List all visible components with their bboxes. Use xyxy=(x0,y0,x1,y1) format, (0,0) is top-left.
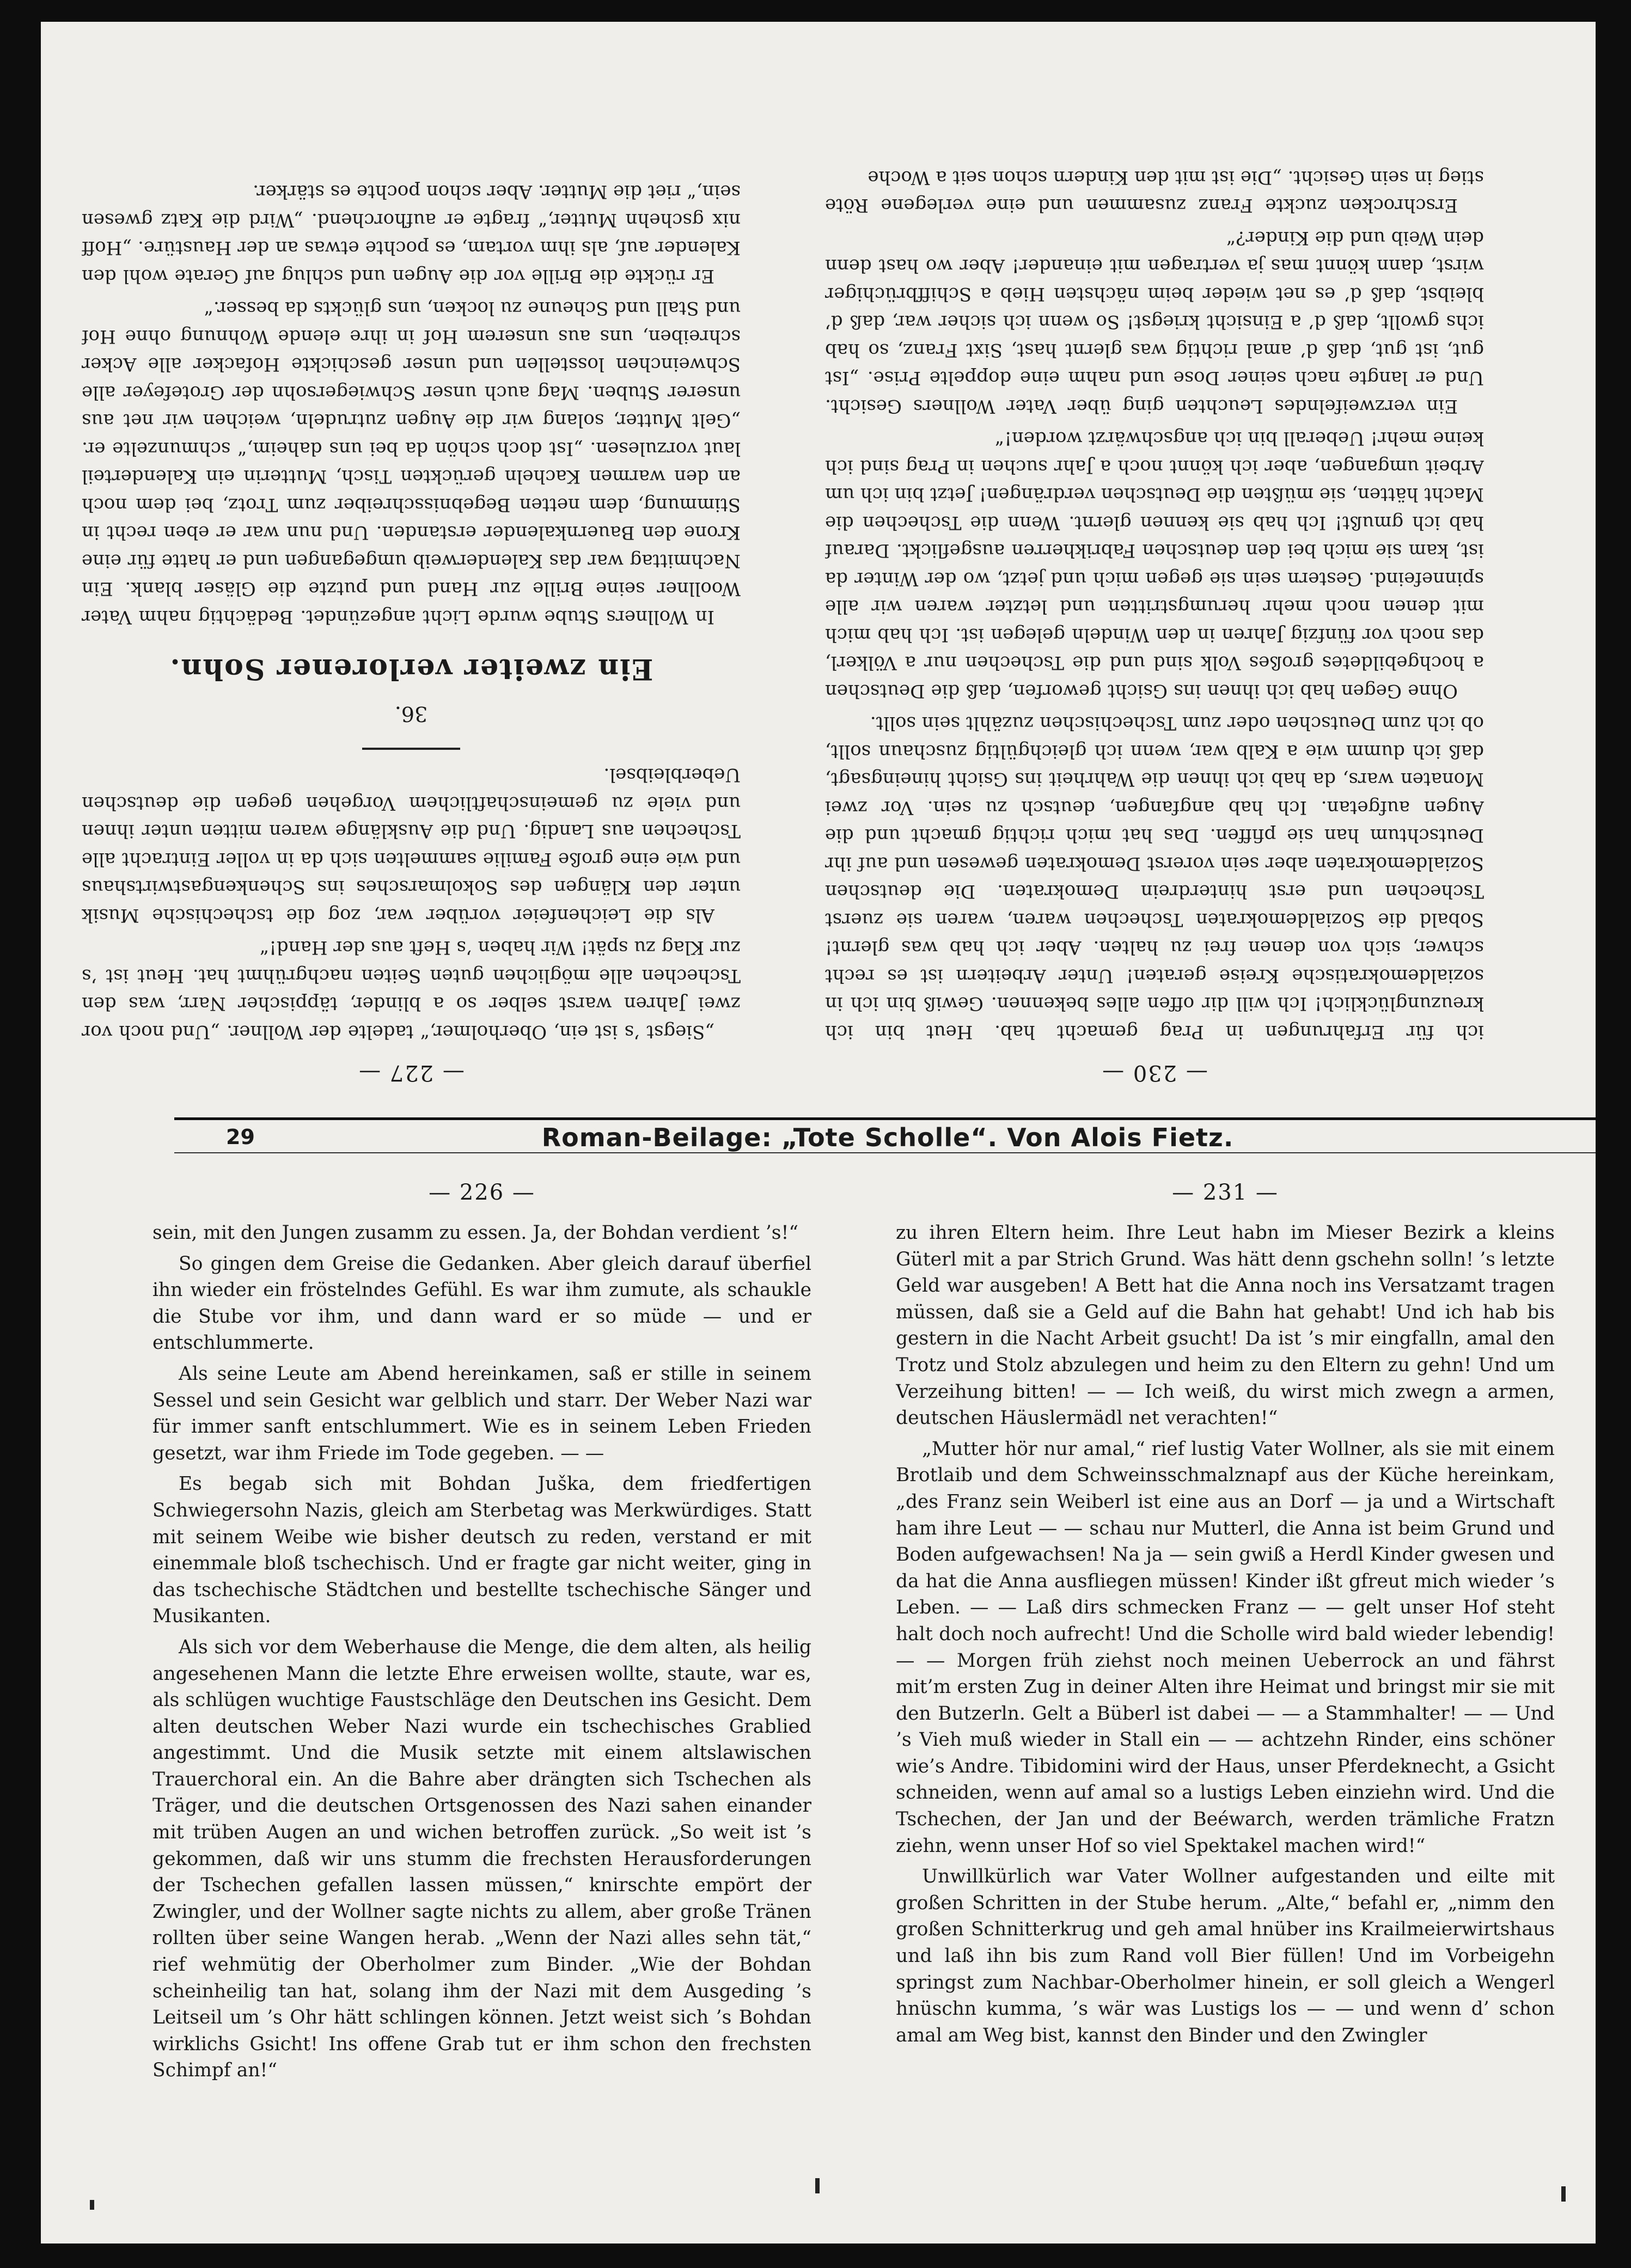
paragraph: So gingen dem Greise die Gedanken. Aber gleich darauf überfiel ihn wieder ein fröstelndes Gefühl. Es war ihm zumute, als schaukle die Stube vor ihm, und dann ward er so müde — und er entschlummerte. xyxy=(152,1252,811,1354)
page-number: — 227 — xyxy=(358,1060,465,1085)
paragraph: Als die Leichenfeier vorüber war, zog die tschechische Musik unter den Klängen des Sokolmarsches ins Schenkengastwirtshaus und wie eine große Familie sammelten sich da in voller Eintracht alle Tschechen aus Landig. Und die Ausklänge waren mitten unter ihnen und viele zu gemeinschaftlichem Vorgehen gegen die deutschen Ueberbleibsel. xyxy=(82,764,741,926)
paragraph: In Wollners Stube wurde Licht angezündet. Bedächtig nahm Vater Woollner seine Brille zur Hand und putzte die Gläser blank. Ein Nachmittag war das Kalenderweib umgegangen und er hatte für eine Krone den Bauernkalender erstanden. Und nun war er eben recht in Stimmung, dem netten Begebnisschreiber zum Trotz, bei dem noch an den warmen Kacheln gerückten Tisch, Mutterin ein Kalenderteil laut vorzulesen. „Ist doch schön da bei uns daheim,“ schmunzelte er. „Gelt Mutter, solang wir die Augen zutrudeln, weichen wir net aus unserer Stuben. Mag auch unser Schwiegersohn der Grotefeyer alle Schweinchen losstellen und unser geschickte Hofacker alle Acker schreiben, uns aus unserem Hof in ihre elende Wohnung ohne Hof und Stall und Scheune zu locken, uns glückts da besser.“ xyxy=(82,297,741,628)
paragraph: Ohne Gegen hab ich ihnen ins Gsicht geworfen, daß die Deutschen a hochgebildetes großes Volk sind und die Tschechen nur a Völkerl, das noch vor fünfzig Jahren in den Windeln gelegen ist. Ich hab mich mit denen noch mehr herumgstritten und letzter waren wir alle spinnefeind. Gestern sein sie gegen mich und jetzt, wo der Winter da ist, kam sie mich bei den deutschen Fabrikherren ausgeflickt. Darauf hab ich gmußt! Ich hab sie kennen glernt. Wenn die Tschechen die Macht hätten, sie müßten die Deutschen verdrängen! Jetzt bin ich um Arbeit umgangen, aber ich könnt noch a Jahr suchen in Prag sind ich keine mehr! Ueberall bin ich angschwärzt worden!“ xyxy=(825,427,1484,702)
supplement-title: Roman-Beilage: „Tote Scholle“. Von Alois Fietz. xyxy=(541,1123,1234,1152)
section-divider xyxy=(362,748,460,750)
chapter-title: Ein zweiter verlorener Sohn. xyxy=(169,652,653,686)
page-226-column xyxy=(152,1154,811,2243)
newspaper-sheet xyxy=(41,22,1596,2243)
paragraph: Es begab sich mit Bohdan Juška, dem friedfertigen Schwiegersohn Nazis, gleich am Sterbetag was Merkwürdiges. Statt mit seinem Weibe wie bisher deutsch zu reden, verstand er mit einemmale bloß tschechisch. Und er fragte gar nicht weiter, ging in das tschechische Städtchen und bestellte tschechische Sänger und Musikanten. xyxy=(152,1473,811,1628)
chapter-number: 36. xyxy=(394,702,428,726)
paragraph: Als seine Leute am Abend hereinkamen, saß er stille in seinem Sessel und sein Gesicht war gelblich und starr. Der Weber Nazi war für immer sanft entschlummert. Wie es in seinem Leben Frieden gesetzt, war ihm Friede im Tode gegeben. — — xyxy=(152,1362,811,1464)
page-number: — 226 — xyxy=(429,1180,535,1205)
paragraph: „Mutter hör nur amal,“ rief lustig Vater Wollner, als sie mit einem Brotlaib und dem Schweinsschmalznapf aus der Küche hereinkam, „des Franz sein Weiberl ist eine aus an Dorf — ja und a Wirtschaft ham ihre Leut — — schau nur Mutterl, die Anna ist beim Grund und Boden aufgewachsen! Na ja — sein gwiß a Herdl Kinder gwesen und da hat die Anna ausfliegen müssen! Kinder ißt gfreut mich wieder ’s Leben. — — Laß dirs schmecken Franz — — gelt unser Hof steht halt doch noch aufrecht! Und die Scholle wird bald wieder lebendig! — — Morgen früh ziehst noch meinen Ueberrock an und fährst mit’m ersten Zug in deiner Alten ihre Heimat und bringst mir sie mit den Butzerln. Gelt a Büberl ist dabei — — a Stammhalter! — — Und ’s Vieh muß wieder in Stall ein — — achtzehn Rinder, eins schöner wie’s Andre. Tibidomini wird der Haus, unser Pferdeknecht, a Gsicht schneiden, wenn auf amal so a lustigs Leben einziehn wird. Und die Tschechen, der Jan und der Beéwarch, werden trämliche Fratzn ziehn, wenn unser Hof so viel Spektakel machen wird!“ xyxy=(896,1438,1555,1857)
paragraph: Unwillkürlich war Vater Wollner aufgestanden und eilte mit großen Schritten in der Stube herum. „Alte,“ befahl er, „nimm den großen Schnitterkrug und geh amal hnüber ins Krailmeierwirtshaus und laß ihn bis zum Rand voll Bier füllen! Und im Vorbeigehn springst zum Nachbar-Oberholmer hinein, er soll gleich a Wengerl hnüschn kumma, ’s wär was Lustigs los — — und wenn d’ schon amal am Weg bist, kannst den Binder und den Zwingler xyxy=(896,1866,1555,2046)
paragraph: sein, mit den Jungen zusamm zu essen. Ja, der Bohdan verdient ’s!“ xyxy=(152,1222,798,1244)
paragraph: Er rückte die Brille vor die Augen und schlug auf Gerate wohl den Kalender auf, als ihm vortam, es pochte etwas an der Haustüre. „Hoff nix gschehn Mutter,“ fragte er aufhorchend. „Wird die Katz gwesen sein,“ riet die Mutter. Aber schon pochte es stärker. xyxy=(82,181,741,287)
supplement-header xyxy=(174,1111,1596,1154)
paragraph: Als sich vor dem Weberhause die Menge, die dem alten, als heilig angesehenen Mann die letzte Ehre erweisen wollte, staute, war es, als schlügen wuchtige Faustschläge den Deutschen ins Gesicht. Dem alten deutschen Weber Nazi wurde ein tschechisches Grablied angestimmt. Und die Musik setzte mit einem altslawischen Trauerchoral ein. An die Bahre aber drängten sich Tschechen als Träger, und die deutschen Ortsgenossen des Nazi sahen einander mit trüben Augen an und wichen betroffen zurück. „So weit ist ’s gekommen, daß wir uns stumm die frechsten Herausforderungen der Tschechen gefallen lassen müssen,“ knirschte empört der Zwingler, und der Wollner sagte nichts zu allem, aber große Tränen rollten über seine Wangen herab. „Wenn der Nazi alles sehn tät,“ rief wehmütig der Oberholmer zum Binder. „Wie der Bohdan scheinheilig tan hat, solang ihm der Nazi mit dem Ausgeding ’s Leitseil um ’s Ohr hätt schlingen können. Jetzt weist sich ’s Bohdan wirklichs Gsicht! Ins offene Grab tut er ihm schon den frechsten Schimpf an!“ xyxy=(152,1636,811,2082)
inverted-page-spread xyxy=(41,22,1596,1111)
page-number: — 231 — xyxy=(1172,1180,1279,1205)
paragraph: ich für Erfahrungen in Prag gemacht hab. Heut bin ich kreuzunglücklich! Ich will dir offen alles bekennen. Gewiß bin ich in sozialdemokratische Kreise geraten! Unter Arbeitern ist es recht schwer, sich von denen frei zu halten. Aber ich hab was glernt! Sobald die Sozialdemokraten Tschechen waren, waren sie zuerst Tschechen und erst hinterdrein Demokraten. Die deutschen Sozialdemokraten aber sein vorerst Demokraten gewesen und auf ihr Deutschtum han sie pfiffen. Das hat mich richtig gmacht und die Augen aufgetan. Ich hab angfangen, deutsch zu sein. Vor zwei Monaten wars, da hab ich ihnen die Wahrheit ins Gsicht hineingsagt, daß ich dumm wie a Kalb war, wenn ich gleichgültig zuschaun sollt, ob ich zum Deutschen oder zum Tschechischen zuzählt sein sollt. xyxy=(825,712,1484,1043)
paragraph: Ein verzweifelndes Leuchten ging über Vater Wollners Gesicht. Und er langte nach seiner Dose und nahm eine doppelte Prise. „Ist gut, ist gut, daß d’ amal richtig was glernt hast, Sixt Franz, so hab ichs gwollt, daß d’ a Einsicht kriegst! So wenn ich sicher war, daß d’ bleibst, daß d’ es net wieder beim nächsten Hieb a Schiffbrüchiger wirst, dann könnt mas ja vertragen mit einander! Aber wo hast denn dein Weib und die Kinder?“ xyxy=(825,227,1484,417)
page-231-column xyxy=(896,1154,1555,2243)
print-mark xyxy=(90,2200,94,2210)
page-227-column xyxy=(82,22,741,1111)
issue-number: 29 xyxy=(226,1125,255,1149)
upright-page-spread xyxy=(41,1154,1596,2243)
print-mark xyxy=(1561,2186,1566,2202)
paragraph: Erschrocken zuckte Franz zusammen und eine verlegene Röte stieg in sein Gesicht. „Die ist mit den Kindern schon seit a Woche xyxy=(825,167,1484,217)
paragraph: „Siegst ’s ist ein, Oberholmer,“ tadelte der Wollner. „Und noch vor zwei Jahren warst selber so a blinder, täppischer Narr, was den Tschechen alle möglichen guten Seiten nachgrühmt hat. Heut ist ’s zur Klag zu spät! Wir haben ’s Heft aus der Hand!“ xyxy=(82,937,741,1043)
page-230-column xyxy=(825,22,1484,1111)
page-number: — 230 — xyxy=(1101,1060,1208,1085)
print-mark xyxy=(815,2178,820,2193)
header-top-rule xyxy=(174,1117,1596,1120)
header-bottom-rule xyxy=(174,1152,1596,1153)
paragraph: zu ihren Eltern heim. Ihre Leut habn im Mieser Bezirk a kleins Güterl mit a par Strich Grund. Was hätt denn gschehn solln! ’s letzte Geld war ausgeben! A Bett hat die Anna noch ins Versatzamt tragen müssen, daß sie a Geld auf die Bahn hat gehabt! Und ich hab bis gestern in die Nacht Arbeit gsucht! Da ist ’s mir eingfalln, amal den Trotz und Stolz abzulegen und heim zu den Eltern zu gehn! Und um Verzeihung bitten! — — Ich weiß, du wirst mich zwegn a armen, deutschen Häuslermädl net verachten!“ xyxy=(896,1222,1555,1429)
